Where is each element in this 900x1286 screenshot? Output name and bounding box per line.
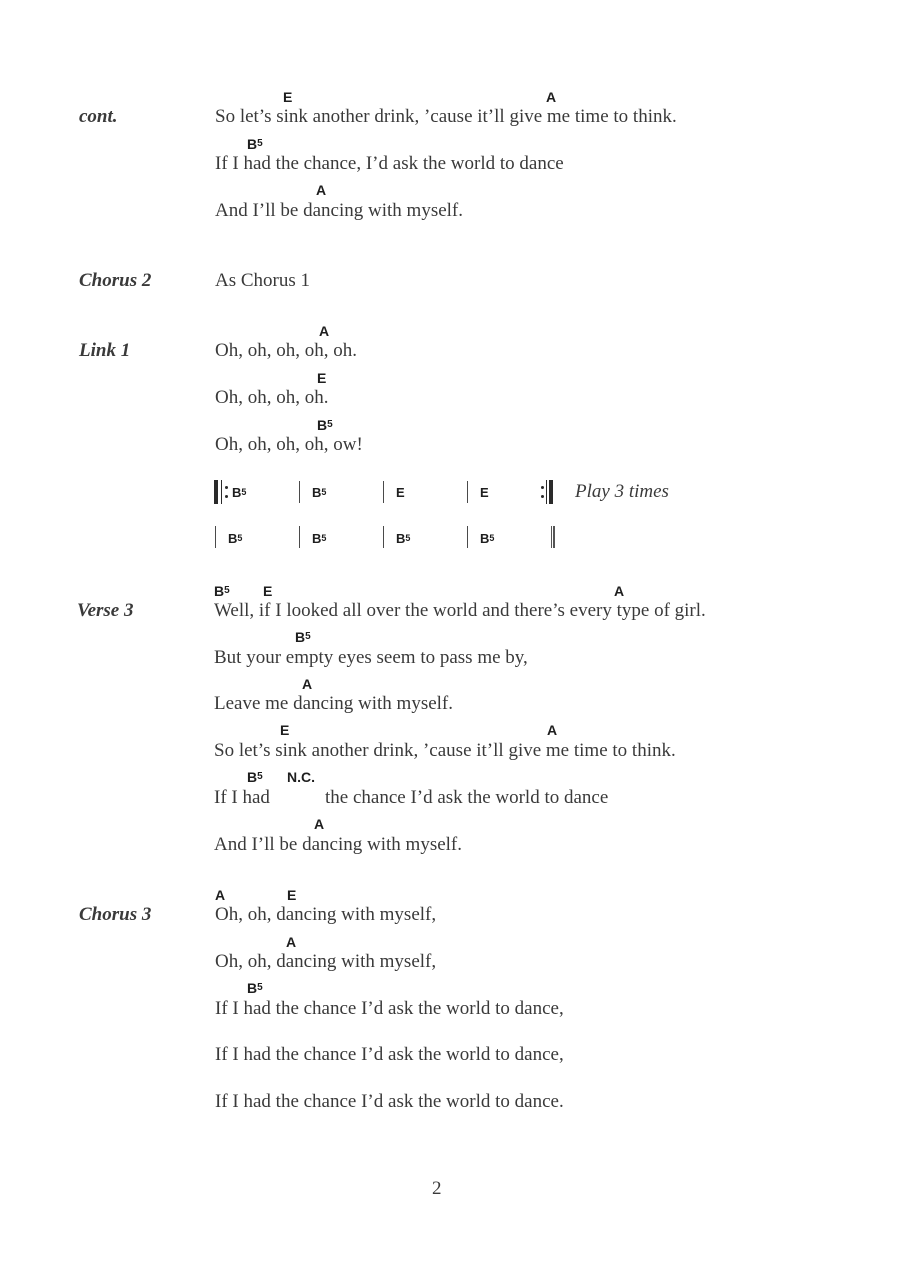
repeat-end-thin-bar [546, 480, 547, 504]
repeat-dot [541, 495, 544, 498]
lyric-line: So let’s sink another drink, ’cause it’ll give me time to think. [215, 106, 677, 127]
chord: E [280, 722, 290, 738]
chord: E [317, 370, 327, 386]
bar-chord: E [396, 485, 405, 500]
lyric-line: Oh, oh, oh, oh. [215, 387, 329, 408]
chord: A [316, 182, 327, 198]
repeat-dot [225, 486, 228, 489]
lyric-line: As Chorus 1 [215, 270, 311, 291]
bar-chord: $B^5$ [228, 531, 243, 546]
lyric-line: And I’ll be dancing with myself. [214, 834, 463, 855]
chord: A [614, 583, 625, 599]
lyric-line: If I had the chance I’d ask the world to dance, [215, 998, 564, 1019]
repeat-start-thin-bar [221, 480, 222, 504]
chord: A [319, 323, 330, 339]
repeat-instruction: Play 3 times [575, 481, 669, 502]
lyric-line: If I had the chance I’d ask the world to dance. [215, 1091, 564, 1112]
chord: $B^5$ [247, 980, 263, 996]
repeat-dot [541, 486, 544, 489]
barline [467, 526, 468, 548]
chord: $B^5$ [295, 629, 311, 645]
bar-chord: $B^5$ [232, 485, 247, 500]
final-double-barline [551, 526, 555, 548]
chord: A [302, 676, 313, 692]
lyric-line: If I had the chance, I’d ask the world to dance [215, 153, 564, 174]
barline [299, 526, 300, 548]
barline [383, 526, 384, 548]
repeat-end-thick-bar [549, 480, 553, 504]
bar-chord: E [480, 485, 489, 500]
lyric-line: Leave me dancing with myself. [214, 693, 454, 714]
bar-chord: $B^5$ [480, 531, 495, 546]
lyric-line: Oh, oh, oh, oh, ow! [215, 434, 363, 455]
chord: $B^5$ [247, 769, 263, 785]
chord: A [547, 722, 558, 738]
section-label-verse-3: Verse 3 [77, 600, 134, 621]
chord: $B^5$ [247, 136, 263, 152]
lyric-line: So let’s sink another drink, ’cause it’ll give me time to think. [214, 740, 676, 761]
chord: A [286, 934, 297, 950]
barline [215, 526, 216, 548]
repeat-dot [225, 495, 228, 498]
lyric-line: Oh, oh, dancing with myself, [215, 904, 437, 925]
chord: N.C. [287, 769, 315, 785]
section-label-link-1: Link 1 [79, 340, 131, 361]
bar-chord: $B^5$ [312, 485, 327, 500]
bar-chord: $B^5$ [312, 531, 327, 546]
chord: E [283, 89, 293, 105]
lyric-line: Oh, oh, oh, oh, oh. [215, 340, 357, 361]
section-label-cont: cont. [79, 106, 118, 127]
barline [299, 481, 300, 503]
barline [467, 481, 468, 503]
bar-chord: $B^5$ [396, 531, 411, 546]
chord: $B^5$ [214, 583, 230, 599]
page-number: 2 [432, 1178, 442, 1199]
lyric-line: If I had the chance I’d ask the world to dance, [215, 1044, 564, 1065]
chord: E [263, 583, 273, 599]
chord: E [287, 887, 297, 903]
lyric-line: Well, if I looked all over the world and there’s every type of girl. [214, 600, 706, 621]
chord: A [215, 887, 226, 903]
lyric-line: If I had [214, 787, 270, 808]
section-label-chorus-2: Chorus 2 [79, 270, 152, 291]
chord: $B^5$ [317, 417, 333, 433]
repeat-start-thick-bar [214, 480, 218, 504]
lyric-line: And I’ll be dancing with myself. [215, 200, 464, 221]
lyric-line: But your empty eyes seem to pass me by, [214, 647, 528, 668]
chord: A [314, 816, 325, 832]
chord: A [546, 89, 557, 105]
section-label-chorus-3: Chorus 3 [79, 904, 152, 925]
lyric-line: Oh, oh, dancing with myself, [215, 951, 437, 972]
lyric-line: the chance I’d ask the world to dance [325, 787, 609, 808]
barline [383, 481, 384, 503]
